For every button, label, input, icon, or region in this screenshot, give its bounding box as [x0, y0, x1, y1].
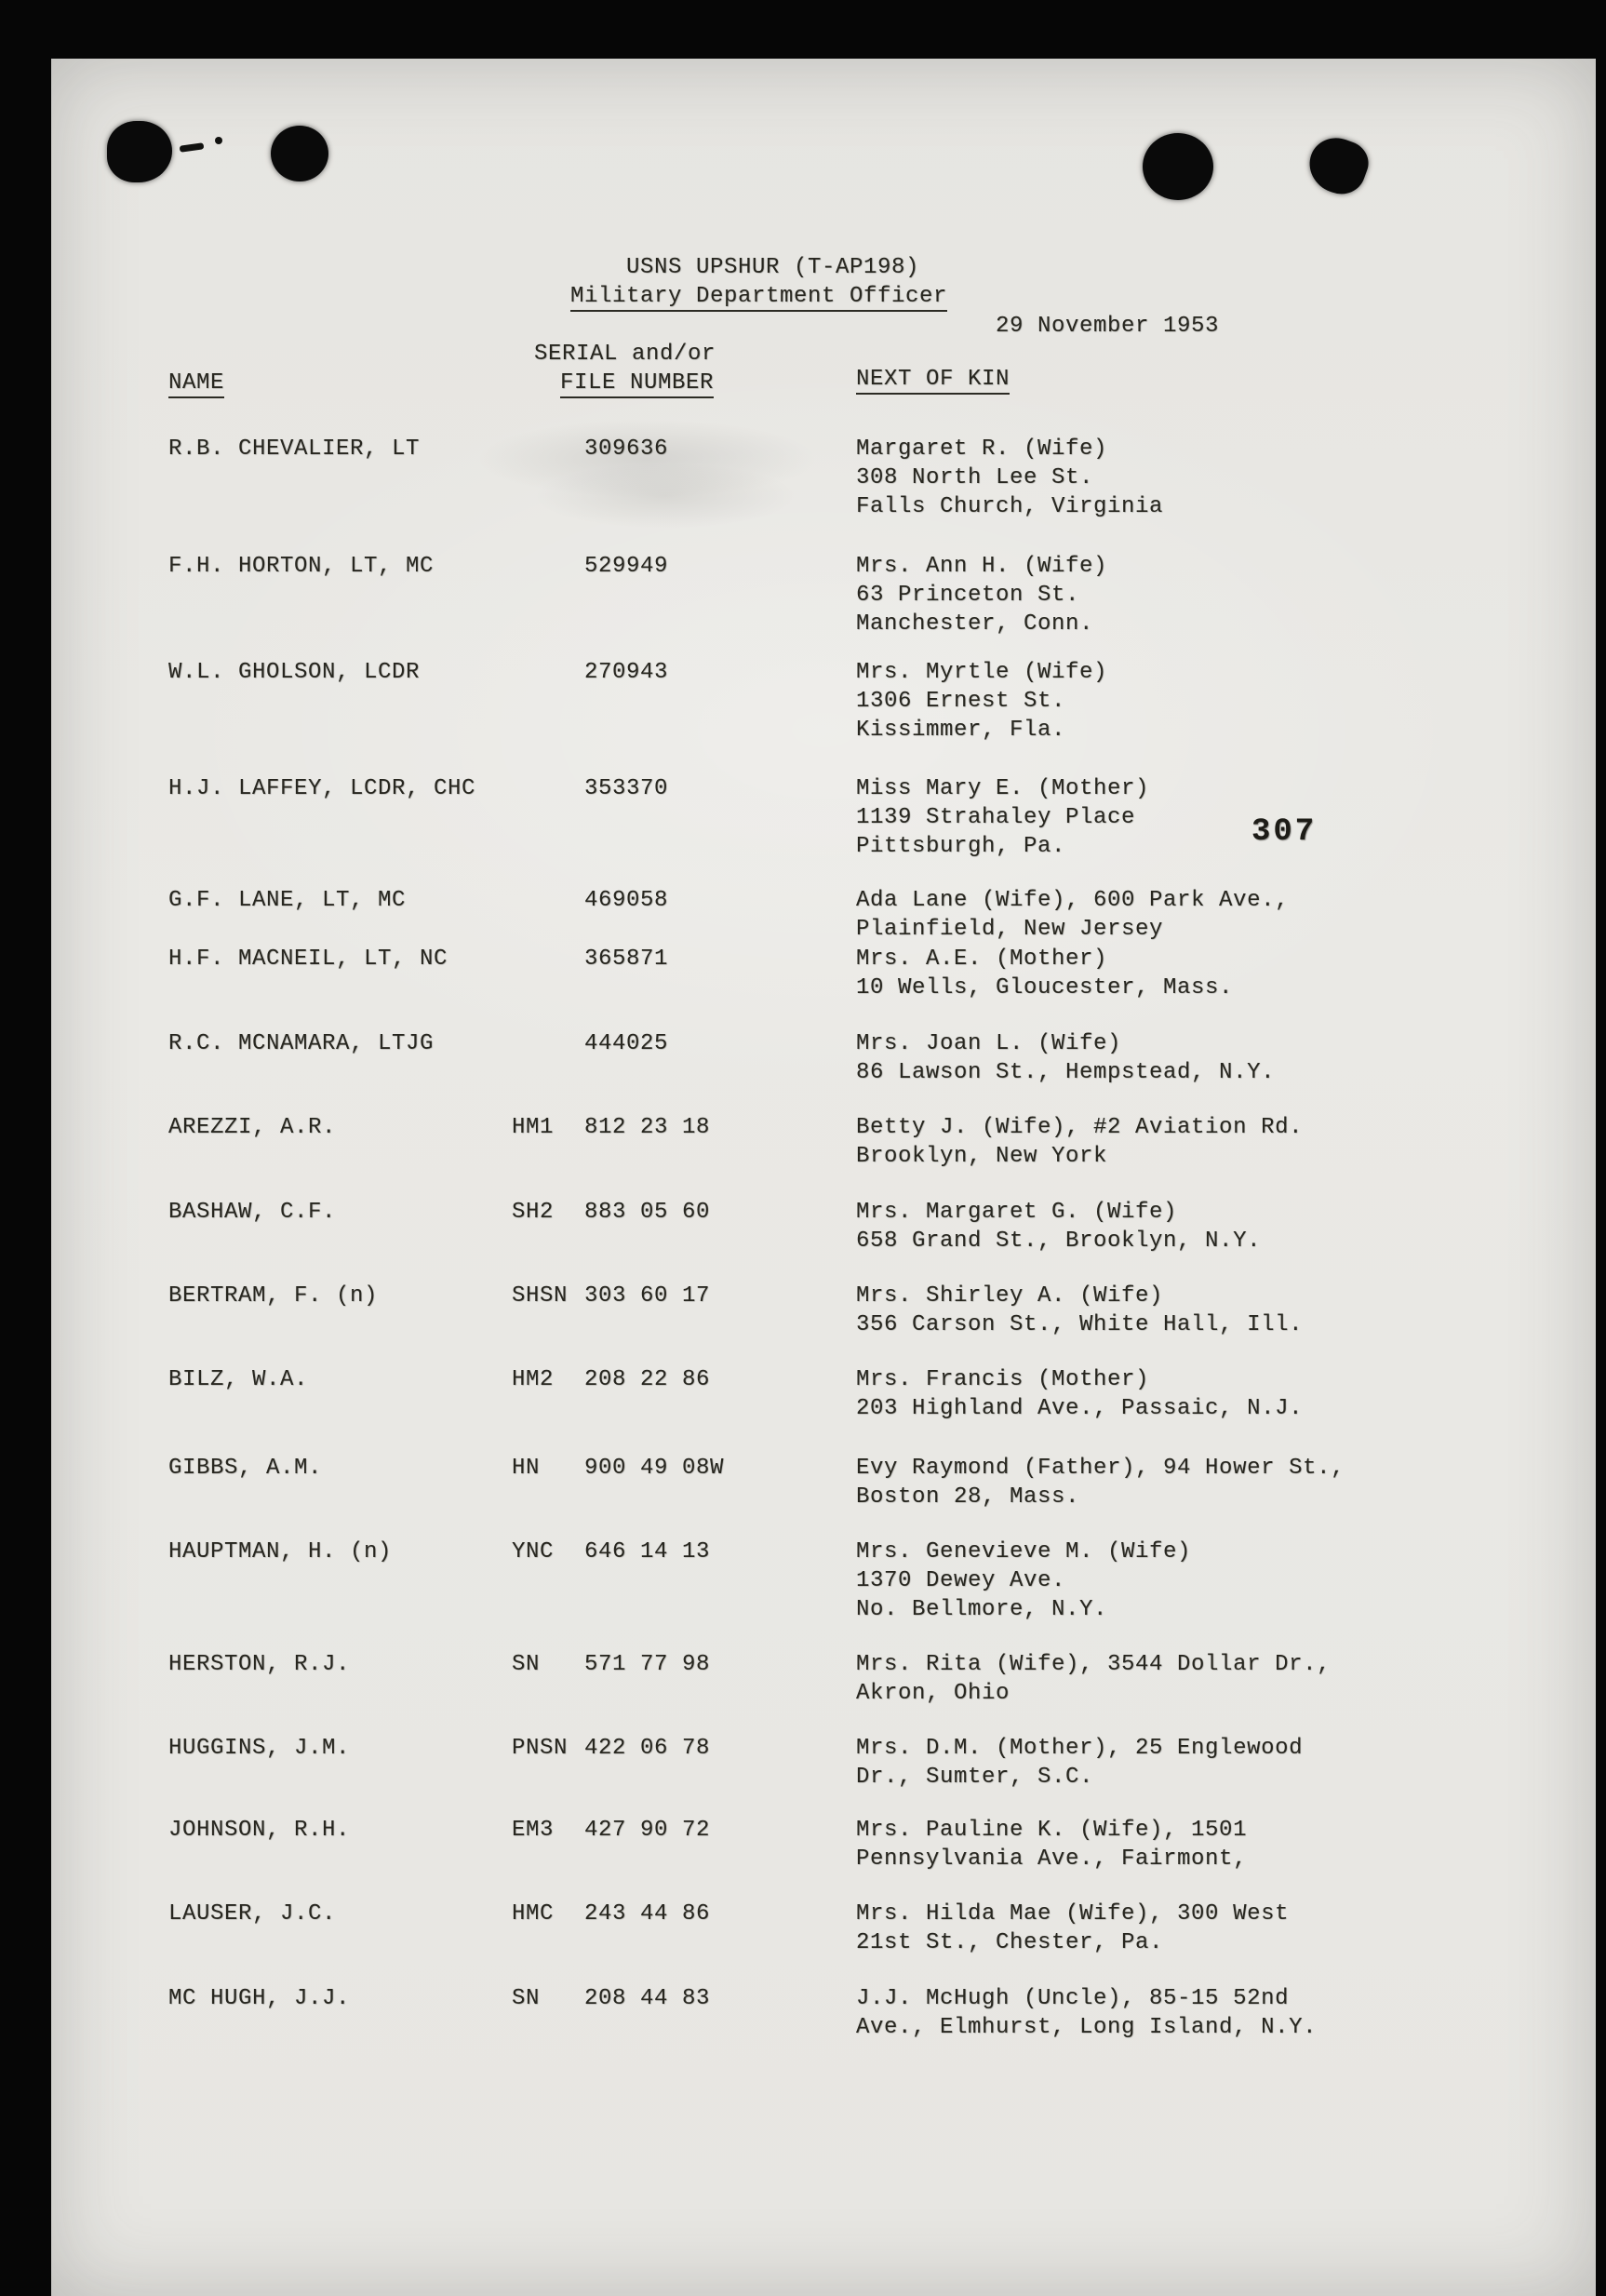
- serial-cell: 883 05 60: [584, 1200, 711, 1225]
- rate-cell: SH2: [512, 1200, 555, 1225]
- rate-cell: SN: [512, 1652, 541, 1677]
- serial-cell: 812 23 18: [584, 1115, 711, 1140]
- column-header-serial-line1: SERIAL and/or: [534, 342, 716, 367]
- kin-line: Boston 28, Mass.: [856, 1484, 1080, 1510]
- kin-line: Mrs. Myrtle (Wife): [856, 660, 1108, 685]
- kin-cell: [856, 658, 1107, 745]
- serial-cell: 208 22 86: [584, 1367, 711, 1392]
- kin-line: Mrs. Ann H. (Wife): [856, 554, 1108, 579]
- serial-cell: 469058: [584, 888, 669, 913]
- kin-cell: [856, 1113, 1303, 1171]
- kin-line: Ada Lane (Wife), 600 Park Ave.,: [856, 888, 1290, 913]
- kin-line: Mrs. Shirley A. (Wife): [856, 1283, 1164, 1309]
- name-cell: BERTRAM, F. (n): [168, 1283, 379, 1309]
- kin-line: 21st St., Chester, Pa.: [856, 1930, 1164, 1955]
- kin-cell: [856, 435, 1163, 521]
- kin-cell: [856, 1454, 1345, 1511]
- name-cell: LAUSER, J.C.: [168, 1901, 337, 1927]
- kin-line: Miss Mary E. (Mother): [856, 776, 1150, 801]
- kin-cell: [856, 1650, 1331, 1708]
- name-cell: F.H. HORTON, LT, MC: [168, 554, 435, 579]
- name-cell: MC HUGH, J.J.: [168, 1986, 351, 2011]
- document-date: 29 November 1953: [996, 314, 1220, 339]
- kin-line: Mrs. Francis (Mother): [856, 1367, 1150, 1392]
- serial-cell: 444025: [584, 1031, 669, 1056]
- kin-line: 1370 Dewey Ave.: [856, 1568, 1066, 1593]
- kin-line: Mrs. A.E. (Mother): [856, 947, 1108, 972]
- kin-line: Mrs. Hilda Mae (Wife), 300 West: [856, 1901, 1290, 1927]
- column-header-kin-text: NEXT OF KIN: [856, 367, 1010, 395]
- serial-cell: 208 44 83: [584, 1986, 711, 2011]
- kin-line: Falls Church, Virginia: [856, 494, 1164, 519]
- kin-cell: [856, 1282, 1303, 1339]
- hole-punch-icon: [1302, 130, 1374, 201]
- serial-cell: 422 06 78: [584, 1736, 711, 1761]
- name-cell: BASHAW, C.F.: [168, 1200, 337, 1225]
- serial-cell: 646 14 13: [584, 1539, 711, 1564]
- rate-cell: SHSN: [512, 1283, 569, 1309]
- kin-line: Ave., Elmhurst, Long Island, N.Y.: [856, 2015, 1318, 2040]
- kin-line: Brooklyn, New York: [856, 1144, 1108, 1169]
- kin-line: 203 Highland Ave., Passaic, N.J.: [856, 1396, 1304, 1421]
- kin-cell: [856, 774, 1149, 861]
- name-cell: H.J. LAFFEY, LCDR, CHC: [168, 776, 476, 801]
- kin-line: Plainfield, New Jersey: [856, 917, 1164, 942]
- name-cell: HERSTON, R.J.: [168, 1652, 351, 1677]
- rate-cell: HN: [512, 1456, 541, 1481]
- kin-line: 658 Grand St., Brooklyn, N.Y.: [856, 1229, 1262, 1254]
- rate-cell: HM2: [512, 1367, 555, 1392]
- column-header-next-of-kin: [856, 365, 1010, 394]
- kin-line: Akron, Ohio: [856, 1681, 1010, 1706]
- kin-line: Manchester, Conn.: [856, 611, 1094, 637]
- scan-mark: [180, 142, 205, 153]
- name-cell: H.F. MACNEIL, LT, NC: [168, 947, 448, 972]
- name-cell: JOHNSON, R.H.: [168, 1818, 351, 1843]
- serial-cell: 900 49 08W: [584, 1456, 725, 1481]
- name-cell: R.C. MCNAMARA, LTJG: [168, 1031, 435, 1056]
- name-cell: HAUPTMAN, H. (n): [168, 1539, 393, 1564]
- kin-line: J.J. McHugh (Uncle), 85-15 52nd: [856, 1986, 1290, 2011]
- kin-cell: [856, 945, 1233, 1002]
- document-subtitle-text: Military Department Officer: [570, 284, 947, 312]
- name-cell: GIBBS, A.M.: [168, 1456, 323, 1481]
- serial-cell: 309636: [584, 436, 669, 462]
- column-header-name: [168, 369, 224, 397]
- serial-cell: 365871: [584, 947, 669, 972]
- name-cell: W.L. GHOLSON, LCDR: [168, 660, 421, 685]
- kin-line: Dr., Sumter, S.C.: [856, 1765, 1094, 1790]
- column-header-serial-text: FILE NUMBER: [560, 370, 714, 398]
- kin-cell: [856, 1537, 1191, 1624]
- column-header-name-text: NAME: [168, 370, 224, 398]
- document-title: USNS UPSHUR (T-AP198): [626, 255, 920, 280]
- kin-line: No. Bellmore, N.Y.: [856, 1597, 1108, 1622]
- serial-cell: 270943: [584, 660, 669, 685]
- hole-punch-icon: [107, 121, 172, 182]
- kin-line: Mrs. Joan L. (Wife): [856, 1031, 1122, 1056]
- kin-line: 356 Carson St., White Hall, Ill.: [856, 1312, 1304, 1337]
- kin-cell: [856, 1365, 1303, 1423]
- scan-mark: [215, 137, 222, 144]
- name-cell: G.F. LANE, LT, MC: [168, 888, 407, 913]
- kin-cell: [856, 1900, 1289, 1957]
- name-cell: BILZ, W.A.: [168, 1367, 309, 1392]
- serial-cell: 353370: [584, 776, 669, 801]
- kin-line: 1139 Strahaley Place: [856, 805, 1136, 830]
- kin-line: Mrs. Pauline K. (Wife), 1501: [856, 1818, 1248, 1843]
- rate-cell: PNSN: [512, 1736, 569, 1761]
- kin-cell: [856, 1029, 1275, 1087]
- kin-line: Mrs. Rita (Wife), 3544 Dollar Dr.,: [856, 1652, 1332, 1677]
- kin-cell: [856, 886, 1289, 944]
- paper-page: [51, 59, 1596, 2296]
- kin-line: 63 Princeton St.: [856, 583, 1080, 608]
- hole-punch-icon: [271, 126, 328, 181]
- serial-cell: 427 90 72: [584, 1818, 711, 1843]
- kin-line: Evy Raymond (Father), 94 Hower St.,: [856, 1456, 1345, 1481]
- kin-line: Kissimmer, Fla.: [856, 718, 1066, 743]
- kin-line: 10 Wells, Gloucester, Mass.: [856, 975, 1234, 1000]
- serial-cell: 571 77 98: [584, 1652, 711, 1677]
- serial-cell: 303 60 17: [584, 1283, 711, 1309]
- kin-line: Pennsylvania Ave., Fairmont,: [856, 1846, 1248, 1872]
- rate-cell: HM1: [512, 1115, 555, 1140]
- name-cell: R.B. CHEVALIER, LT: [168, 436, 421, 462]
- kin-line: Pittsburgh, Pa.: [856, 834, 1066, 859]
- rate-cell: EM3: [512, 1818, 555, 1843]
- kin-cell: [856, 552, 1107, 638]
- kin-line: 86 Lawson St., Hempstead, N.Y.: [856, 1060, 1276, 1085]
- kin-line: Mrs. D.M. (Mother), 25 Englewood: [856, 1736, 1304, 1761]
- name-cell: AREZZI, A.R.: [168, 1115, 337, 1140]
- serial-cell: 243 44 86: [584, 1901, 711, 1927]
- rate-cell: YNC: [512, 1539, 555, 1564]
- kin-line: Mrs. Genevieve M. (Wife): [856, 1539, 1192, 1564]
- hole-punch-icon: [1143, 133, 1213, 200]
- kin-line: Mrs. Margaret G. (Wife): [856, 1200, 1178, 1225]
- page-number-stamp: 307: [1251, 814, 1318, 850]
- column-header-serial-line2: [560, 369, 714, 397]
- rate-cell: SN: [512, 1986, 541, 2011]
- kin-cell: [856, 1816, 1247, 1873]
- kin-cell: [856, 1984, 1317, 2042]
- kin-line: Margaret R. (Wife): [856, 436, 1108, 462]
- serial-cell: 529949: [584, 554, 669, 579]
- kin-cell: [856, 1198, 1261, 1255]
- kin-line: Betty J. (Wife), #2 Aviation Rd.: [856, 1115, 1304, 1140]
- document-subtitle: [570, 282, 947, 311]
- rate-cell: HMC: [512, 1901, 555, 1927]
- kin-cell: [856, 1734, 1303, 1792]
- name-cell: HUGGINS, J.M.: [168, 1736, 351, 1761]
- kin-line: 308 North Lee St.: [856, 465, 1094, 490]
- kin-line: 1306 Ernest St.: [856, 689, 1066, 714]
